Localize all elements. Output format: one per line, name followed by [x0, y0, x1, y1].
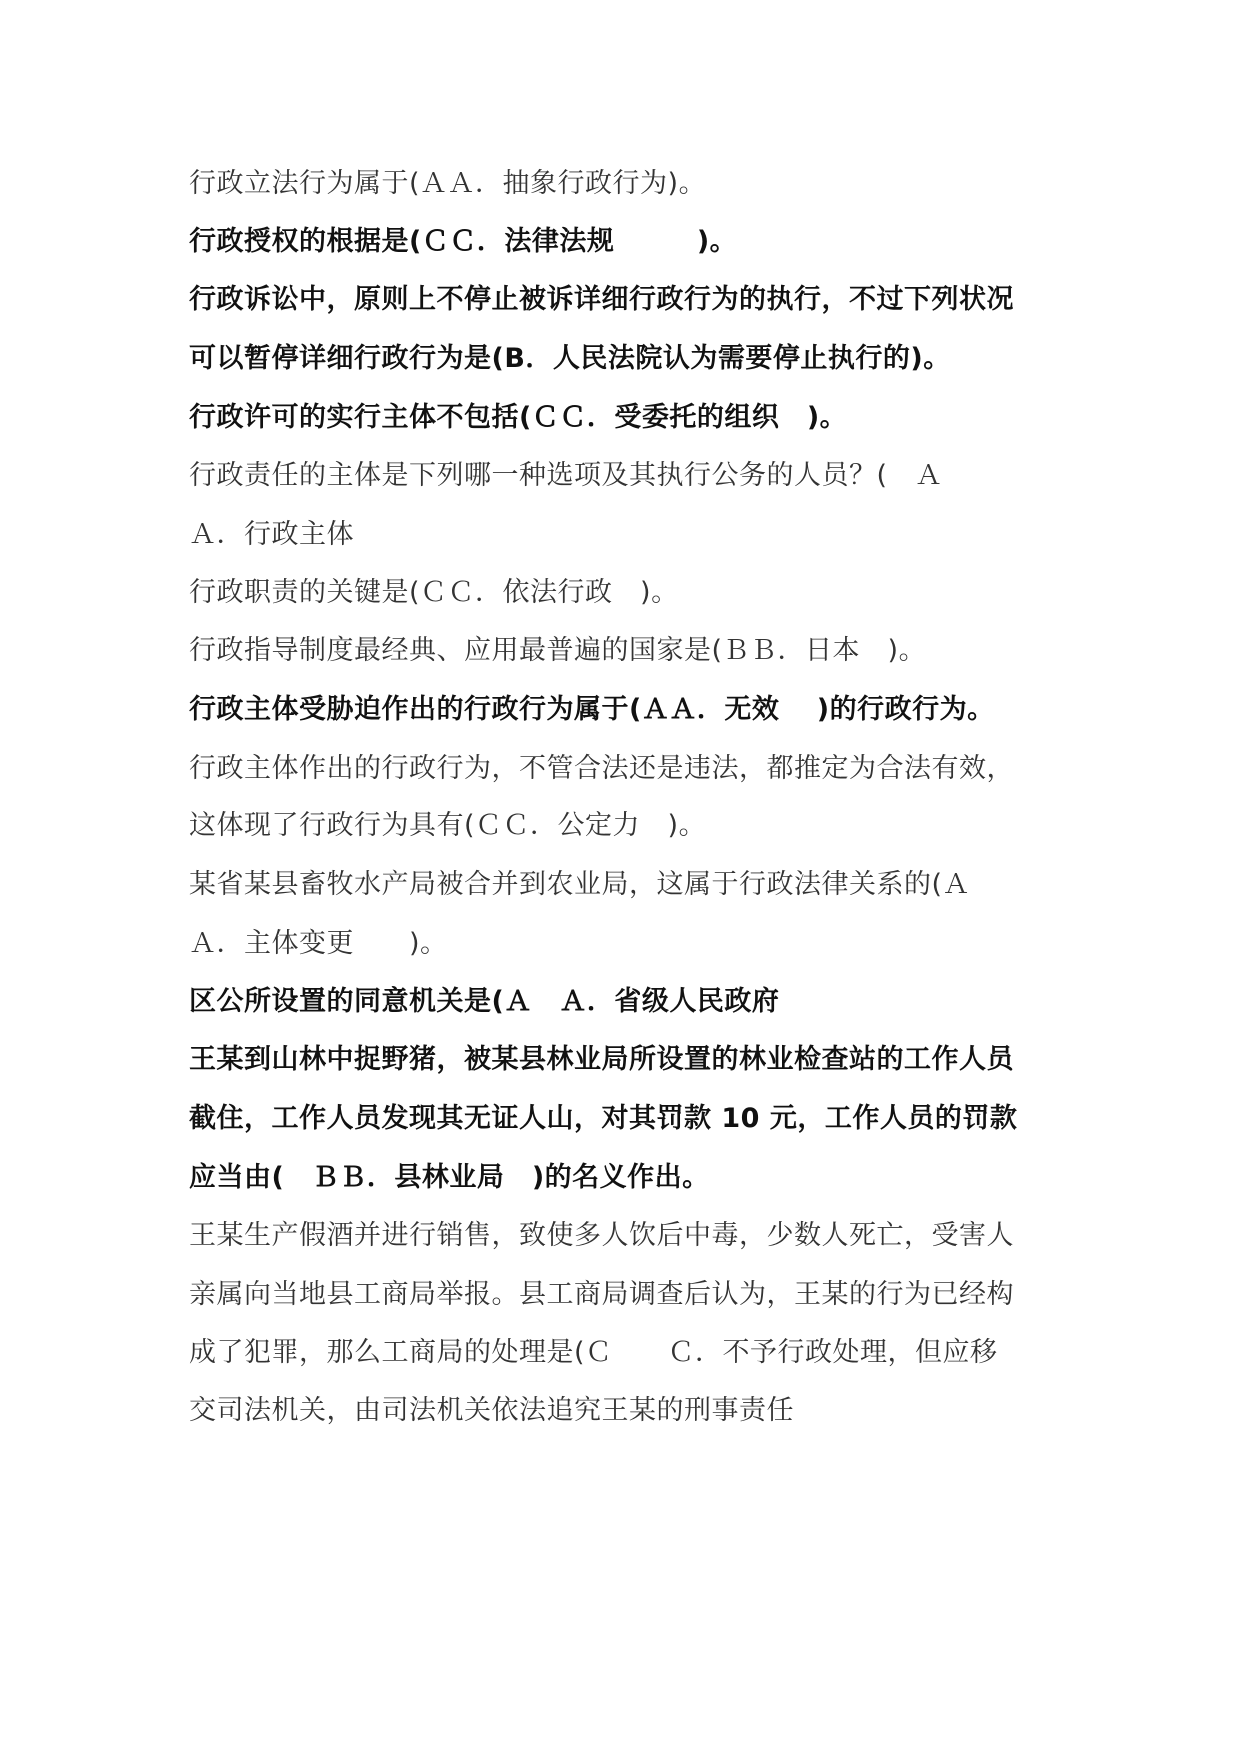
text-line-9: 行政指导制度最经典、应用最普遍的国家是(ＢＢ．日本 )。: [189, 635, 927, 666]
text-line-14: Ａ．主体变更 )。: [189, 928, 448, 959]
text-line-22: 交司法机关，由司法机关依法追究王某的刑事责任: [189, 1395, 794, 1426]
text-line-17: 截住，工作人员发现其无证人山，对其罚款 10 元，工作人员的罚款: [189, 1103, 1018, 1134]
text-line-7: Ａ．行政主体: [189, 519, 354, 550]
text-line-20: 亲属向当地县工商局举报。县工商局调查后认为，王某的行为已经构: [189, 1279, 1014, 1310]
text-line-16: 王某到山林中捉野猪，被某县林业局所设置的林业检查站的工作人员: [189, 1044, 1014, 1075]
text-line-11: 行政主体作出的行政行为，不管合法还是违法，都推定为合法有效，: [189, 753, 1014, 784]
text-line-15: 区公所设置的同意机关是(Ａ Ａ．省级人民政府: [189, 986, 780, 1017]
text-line-4: 可以暂停详细行政行为是(B．人民法院认为需要停止执行的)。: [189, 343, 951, 374]
text-line-19: 王某生产假酒并进行销售，致使多人饮后中毒，少数人死亡，受害人: [189, 1220, 1014, 1251]
text-line-5: 行政许可的实行主体不包括(ＣＣ．受委托的组织 )。: [189, 402, 848, 433]
text-line-2: 行政授权的根据是(ＣＣ．法律法规 )。: [189, 226, 738, 257]
text-line-6: 行政责任的主体是下列哪一种选项及其执行公务的人员？( Ａ: [189, 460, 943, 491]
text-line-18: 应当由( ＢＢ．县林业局 )的名义作出。: [189, 1162, 710, 1193]
text-line-12: 这体现了行政行为具有(ＣＣ．公定力 )。: [189, 810, 707, 841]
text-line-1: 行政立法行为属于(ＡＡ．抽象行政行为)。: [189, 168, 707, 199]
text-line-10: 行政主体受胁迫作出的行政行为属于(ＡＡ．无效 )的行政行为。: [189, 694, 995, 725]
text-line-3: 行政诉讼中，原则上不停止被诉详细行政行为的执行，不过下列状况: [189, 284, 1014, 315]
text-line-21: 成了犯罪，那么工商局的处理是(Ｃ Ｃ．不予行政处理，但应移: [189, 1337, 998, 1368]
text-line-13: 某省某县畜牧水产局被合并到农业局，这属于行政法律关系的(Ａ: [189, 869, 971, 900]
text-line-8: 行政职责的关键是(ＣＣ．依法行政 )。: [189, 577, 679, 608]
